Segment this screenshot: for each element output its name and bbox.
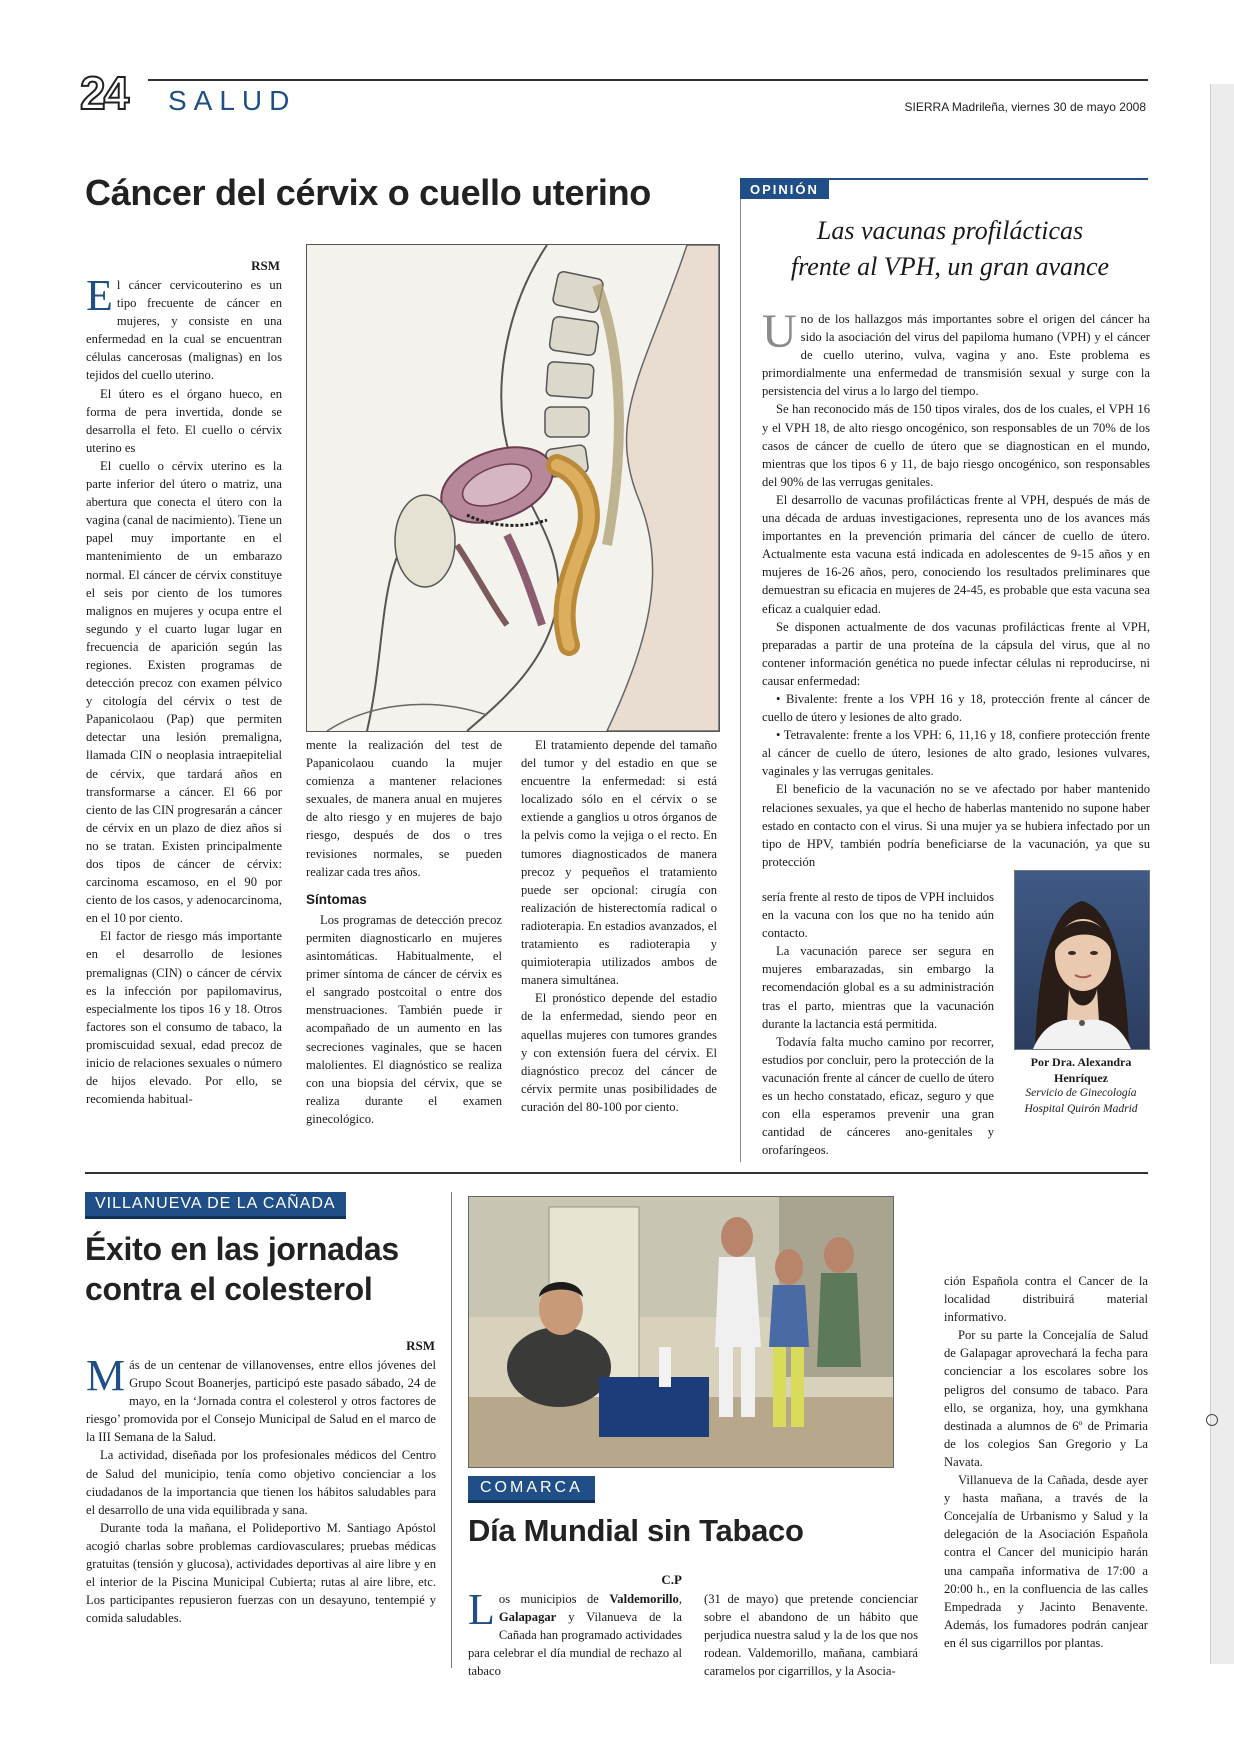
opinion-title-line1: Las vacunas profilácticas — [816, 216, 1084, 245]
paragraph: La actividad, diseñada por los profesionales médicos del Centro de Salud del municipio, tenía como objetivo concienciar a los ciudadanos de la importancia que tienen los hábitos saludables para el desarrollo de una vida equilibrada y sana. — [86, 1448, 436, 1517]
author-photo — [1014, 870, 1150, 1050]
article3-col1 — [468, 1585, 682, 1680]
article-byline: RSM — [251, 258, 280, 273]
paragraph: El cuello o cérvix uterino es la parte inferior del útero o matriz, una abertura que conecta el útero con la vagina (canal de nacimiento). Tiene un papel muy importante en el mantenimiento de un embarazo normal. El cáncer de cérvix constituye el seis por ciento de los tumores malignos en mujeres y ocupa entre el segundo y el cuarto lugar lugar en frecuencia de aparición según las regiones. Existen programas de detección precoz con examen pélvico y citología del cérvix o test de Papanicolaou (Pap) que permiten detectar una lesión premaligna, llamada CIN o neoplasia intraepitelial de cérvix, que tardará años en transformarse a cáncer. El 66 por ciento de las CIN progresarán a cáncer de cérvix en un plazo de diez años si no se tratan. Existen principalmente dos tipos de cáncer de cérvix: carcinoma escamoso, en el 90 por ciento de los casos, y adenocarcinoma, en el 10 por ciento. — [86, 458, 282, 926]
paragraph: El desarrollo de vacunas profilácticas frente al VPH, después de más de una década de arduas investigaciones, representa uno de los avances más importantes en la prevención primaria del cáncer de cuello de útero. Actualmente esta vacuna está indicada en adolescentes de 9-15 años y en mujeres de 16-26 años, pero, conociendo los resultados preliminares que demuestran su eficacia en mujeres de 24-45, es probable que esta vacuna sea eficaz a cualquier edad. — [762, 492, 1150, 616]
place-name: Valdemorillo — [609, 1592, 679, 1606]
page-number: 24 — [80, 67, 128, 119]
author-name-line2: Henríquez — [1054, 1071, 1108, 1085]
paragraph: Los programas de detección precoz permiten diagnosticarlo en mujeres asintomáticas. Habitualmente, el primer síntoma de cáncer de cérvix es el sangrado postcoital o entre dos menstruaciones. También puede ir acompañado de un aumento en las secreciones vaginales, que se hacen malolientes. El diagnóstico se realiza con una biopsia del cérvix, que se realiza durante el examen ginecológico. — [306, 912, 502, 1126]
opinion-title-line2: frente al VPH, un gran avance — [790, 252, 1110, 281]
place-name: Galapagar — [498, 1610, 557, 1625]
author-role-line1: Servicio de Ginecología — [1025, 1087, 1137, 1099]
paragraph: Se disponen actualmente de dos vacunas profilácticas frente al VPH, preparadas a partir de una proteína de la cápsula del virus, que al no contener información genética no puede infectar células ni reproducirse, ni causar enfermedad: — [762, 619, 1150, 688]
article2-title-line2: contra el colesterol — [85, 1271, 373, 1307]
paragraph: (31 de mayo) que pretende concienciar sobre el abandono de un hábito que perjudica nuestra salud y la de los que nos rodean. Valdemorillo, mañana, cambiará caramelos por cigarrillos, y la Asocia- — [704, 1592, 918, 1679]
drop-cap: M — [86, 1351, 126, 1400]
children-at-health-event-photo — [469, 1197, 893, 1467]
pelvis-cross-section-illustration — [307, 245, 719, 731]
text-run: os municipios de — [498, 1592, 610, 1606]
paragraph: ás de un centenar de villanovenses, entre ellos jóvenes del Grupo Scout Boanerjes, participó este pasado sábado, 24 de mayo, en la ‘Jornada contra el colesterol y otros factores de riesgo’ promovida por el Consejo Municipal de Salud en el marco de la III Semana de la Salud. — [86, 1358, 436, 1445]
paragraph: El pronóstico depende del estadio de la enfermedad, siendo peor en aquellas mujeres con tumores grandes y con extensión fuera del cérvix. El diagnóstico precoz del cáncer de cérvix permite unas posibilidades de curación del 80-100 por ciento. — [521, 991, 717, 1114]
paragraph: • Bivalente: frente a los VPH 16 y 18, protección frente al cáncer de cuello de útero y lesiones de alto grado. — [762, 691, 1150, 725]
paragraph: mente la realización del test de Papanicolaou cuando la mujer comienza a mantener relaciones sexuales, de manera anual en mujeres de alto riesgo y en mujeres de bajo riesgo, después de dos o tres revisiones normales, se pueden realizar cada tres años. — [306, 738, 502, 879]
header-rule — [148, 79, 1148, 81]
opinion-box-border — [740, 178, 741, 1162]
paragraph: Por su parte la Concejalía de Salud de Galapagar aprovechará la fecha para concienciar a los escolares sobre los peligros del consumo de tabaco. Para ello, se organiza, hoy, una gymkhana destinada a alumnos de 6º de Primaria de los colegios San Gregorio y La Navata. — [944, 1328, 1148, 1469]
author-portrait-illustration — [1015, 871, 1149, 1049]
opinion-body-narrow — [762, 888, 994, 1159]
article3-col2 — [704, 1590, 918, 1680]
paragraph: • Tetravalente: frente a los VPH: 6, 11,16 y 18, confiere protección frente al cáncer de cuello de útero, lesiones de alto grado, lesiones vulvares, vaginales y las verrugas genitales. — [762, 728, 1150, 779]
article3-kicker: COMARCA — [468, 1476, 595, 1503]
event-photo — [468, 1196, 894, 1468]
drop-cap: U — [762, 305, 797, 358]
paragraph: ción Española contra el Cancer de la localidad distribuirá material informativo. — [944, 1274, 1148, 1325]
registration-mark — [1206, 1414, 1218, 1426]
paragraph: El útero es el órgano hueco, en forma de pera invertida, donde se desarrolla el feto. El cuello o cérvix uterino es — [86, 386, 282, 455]
drop-cap: L — [468, 1585, 495, 1634]
article2-byline: RSM — [406, 1338, 435, 1353]
article1-col2 — [306, 736, 502, 1128]
paragraph: Todavía falta mucho camino por recorrer, estudios por concluir, pero la protección de la vacunación frente al cáncer de cuello de útero es un hecho constatado, eficaz, seguro y que con ella esperamos prevenir una gran cantidad de cánceres ano-genitales y orofaríngeos. — [762, 1034, 994, 1158]
paragraph: Se han reconocido más de 150 tipos virales, dos de los cuales, el VPH 16 y el VPH 18, de alto riesgo oncogénico, son responsables de un 70% de los casos de cáncer de cuello de útero que se diagnostican en el mundo, mientras que los tipos 6 y 11, de bajo riesgo oncogénico, son responsables del 90% de las verrugas genitales. — [762, 402, 1150, 489]
author-name-line1: Por Dra. Alexandra — [1030, 1055, 1132, 1069]
paragraph: Durante toda la mañana, el Polideportivo M. Santiago Apóstol acogió charlas sobre problemas cardiovasculares; pruebas médicas gratuitas (tensión y glucosa), actividades deportivas al aire libre y en el interior de la Piscina Municipal Cubierta; rutas al aire libre, etc. Los participantes repusieron fuerzas con un desayuno, tentempié y comida saludables. — [86, 1520, 436, 1626]
article2-kicker: VILLANUEVA DE LA CAÑADA — [85, 1192, 346, 1219]
paragraph: El beneficio de la vacunación no se ve afectado por haber mantenido relaciones sexuales, ya que el hecho de haberlas mantenido no supone haber estado en contacto con el virus. Si una mujer ya se hubiera infectado por un tipo de HPV, también podría beneficiarse de la vacunación, ya que su protección — [762, 782, 1150, 869]
article2-body — [86, 1351, 436, 1627]
section-separator — [85, 1172, 1148, 1174]
paragraph: El tratamiento depende del tamaño del tumor y del estadio en que se encuentre la enfermedad: si está localizado sólo en el cérvix o se extiende a ganglios u otros órganos de la pelvis como la vejiga o el recto. En tumores diagnosticados de manera precoz y pequeños el tratamiento puede ser opcional: cirugía con realización de histerectomía radical o radioterapia. En estadios avanzados, el tratamiento es radioterapia y quimioterapia utilizados ambos de manera simultánea. — [521, 738, 717, 988]
text-run: y Vilanueva de la Cañada han programado actividades para celebrar el día mundial de rechazo al tabaco — [468, 1610, 682, 1679]
article1-col1 — [86, 271, 282, 1108]
article3-title: Día Mundial sin Tabaco — [468, 1513, 804, 1548]
margin-bar — [1210, 84, 1234, 1664]
paragraph: sería frente al resto de tipos de VPH incluidos en la vacuna con los que no ha tenido aún contacto. — [762, 890, 994, 941]
section-name: SALUD — [168, 85, 297, 116]
paragraph: l cáncer cervicouterino es un tipo frecuente de cáncer en mujeres, y consiste en una enfermedad en la cual se encuentran células cancerosas (malignas) en los tejidos del cuello uterino. — [86, 278, 282, 383]
paragraph: no de los hallazgos más importantes sobre el origen del cáncer ha sido la asociación del virus del papiloma humano (VPH) y el cáncer de cuello uterino, vulva, vagina y ano. Este problema es primordialmente una enfermedad de transmisión sexual y surge con la persistencia del virus a lo largo del tiempo. — [762, 312, 1150, 399]
author-role-line2: Hospital Quirón Madrid — [1024, 1103, 1138, 1115]
opinion-body — [762, 305, 1150, 871]
drop-cap: E — [86, 271, 113, 320]
article3-byline: C.P — [661, 1572, 682, 1587]
paragraph: La vacunación parece ser segura en mujeres embarazadas, sin embargo la recomendación global es a su administración tras el parto, mientras que la vacunación durante la lactancia está permitida. — [762, 944, 994, 1031]
dateline: SIERRA Madrileña, viernes 30 de mayo 2008 — [904, 100, 1146, 114]
subheading: Síntomas — [306, 891, 367, 907]
article3-col3 — [944, 1272, 1148, 1652]
text-run: , — [678, 1592, 682, 1606]
article-title: Cáncer del cérvix o cuello uterino — [85, 172, 651, 213]
article2-title-line1: Éxito en las jornadas — [85, 1231, 399, 1267]
article1-col3 — [521, 736, 717, 1116]
column-divider — [451, 1192, 452, 1668]
paragraph: El factor de riesgo más importante en el desarrollo de lesiones premalignas (CIN) o cáncer de cérvix es la infección por papilomavirus, especialmente los tipos 16 y 18. Otros factores son el consumo de tabaco, la promiscuidad sexual, edad precoz de inicio de relaciones sexuales o número de hijos elevado. Por ello, se recomienda habitual- — [86, 929, 282, 1107]
paragraph: Villanueva de la Cañada, desde ayer y hasta mañana, a través de la Concejalía de Urbanismo y Salud y la delegación de la Asociación Española contra el Cancer del municipio harán una campaña informativa de 17:00 a 20:00 h., en la confluencia de las calles Empedrada y Jacinto Benavente. Además, los fumadores podrán canjear en él sus cigarrillos por plantas. — [944, 1473, 1148, 1650]
anatomy-illustration — [306, 244, 720, 732]
opinion-kicker: OPINIÓN — [740, 180, 829, 199]
